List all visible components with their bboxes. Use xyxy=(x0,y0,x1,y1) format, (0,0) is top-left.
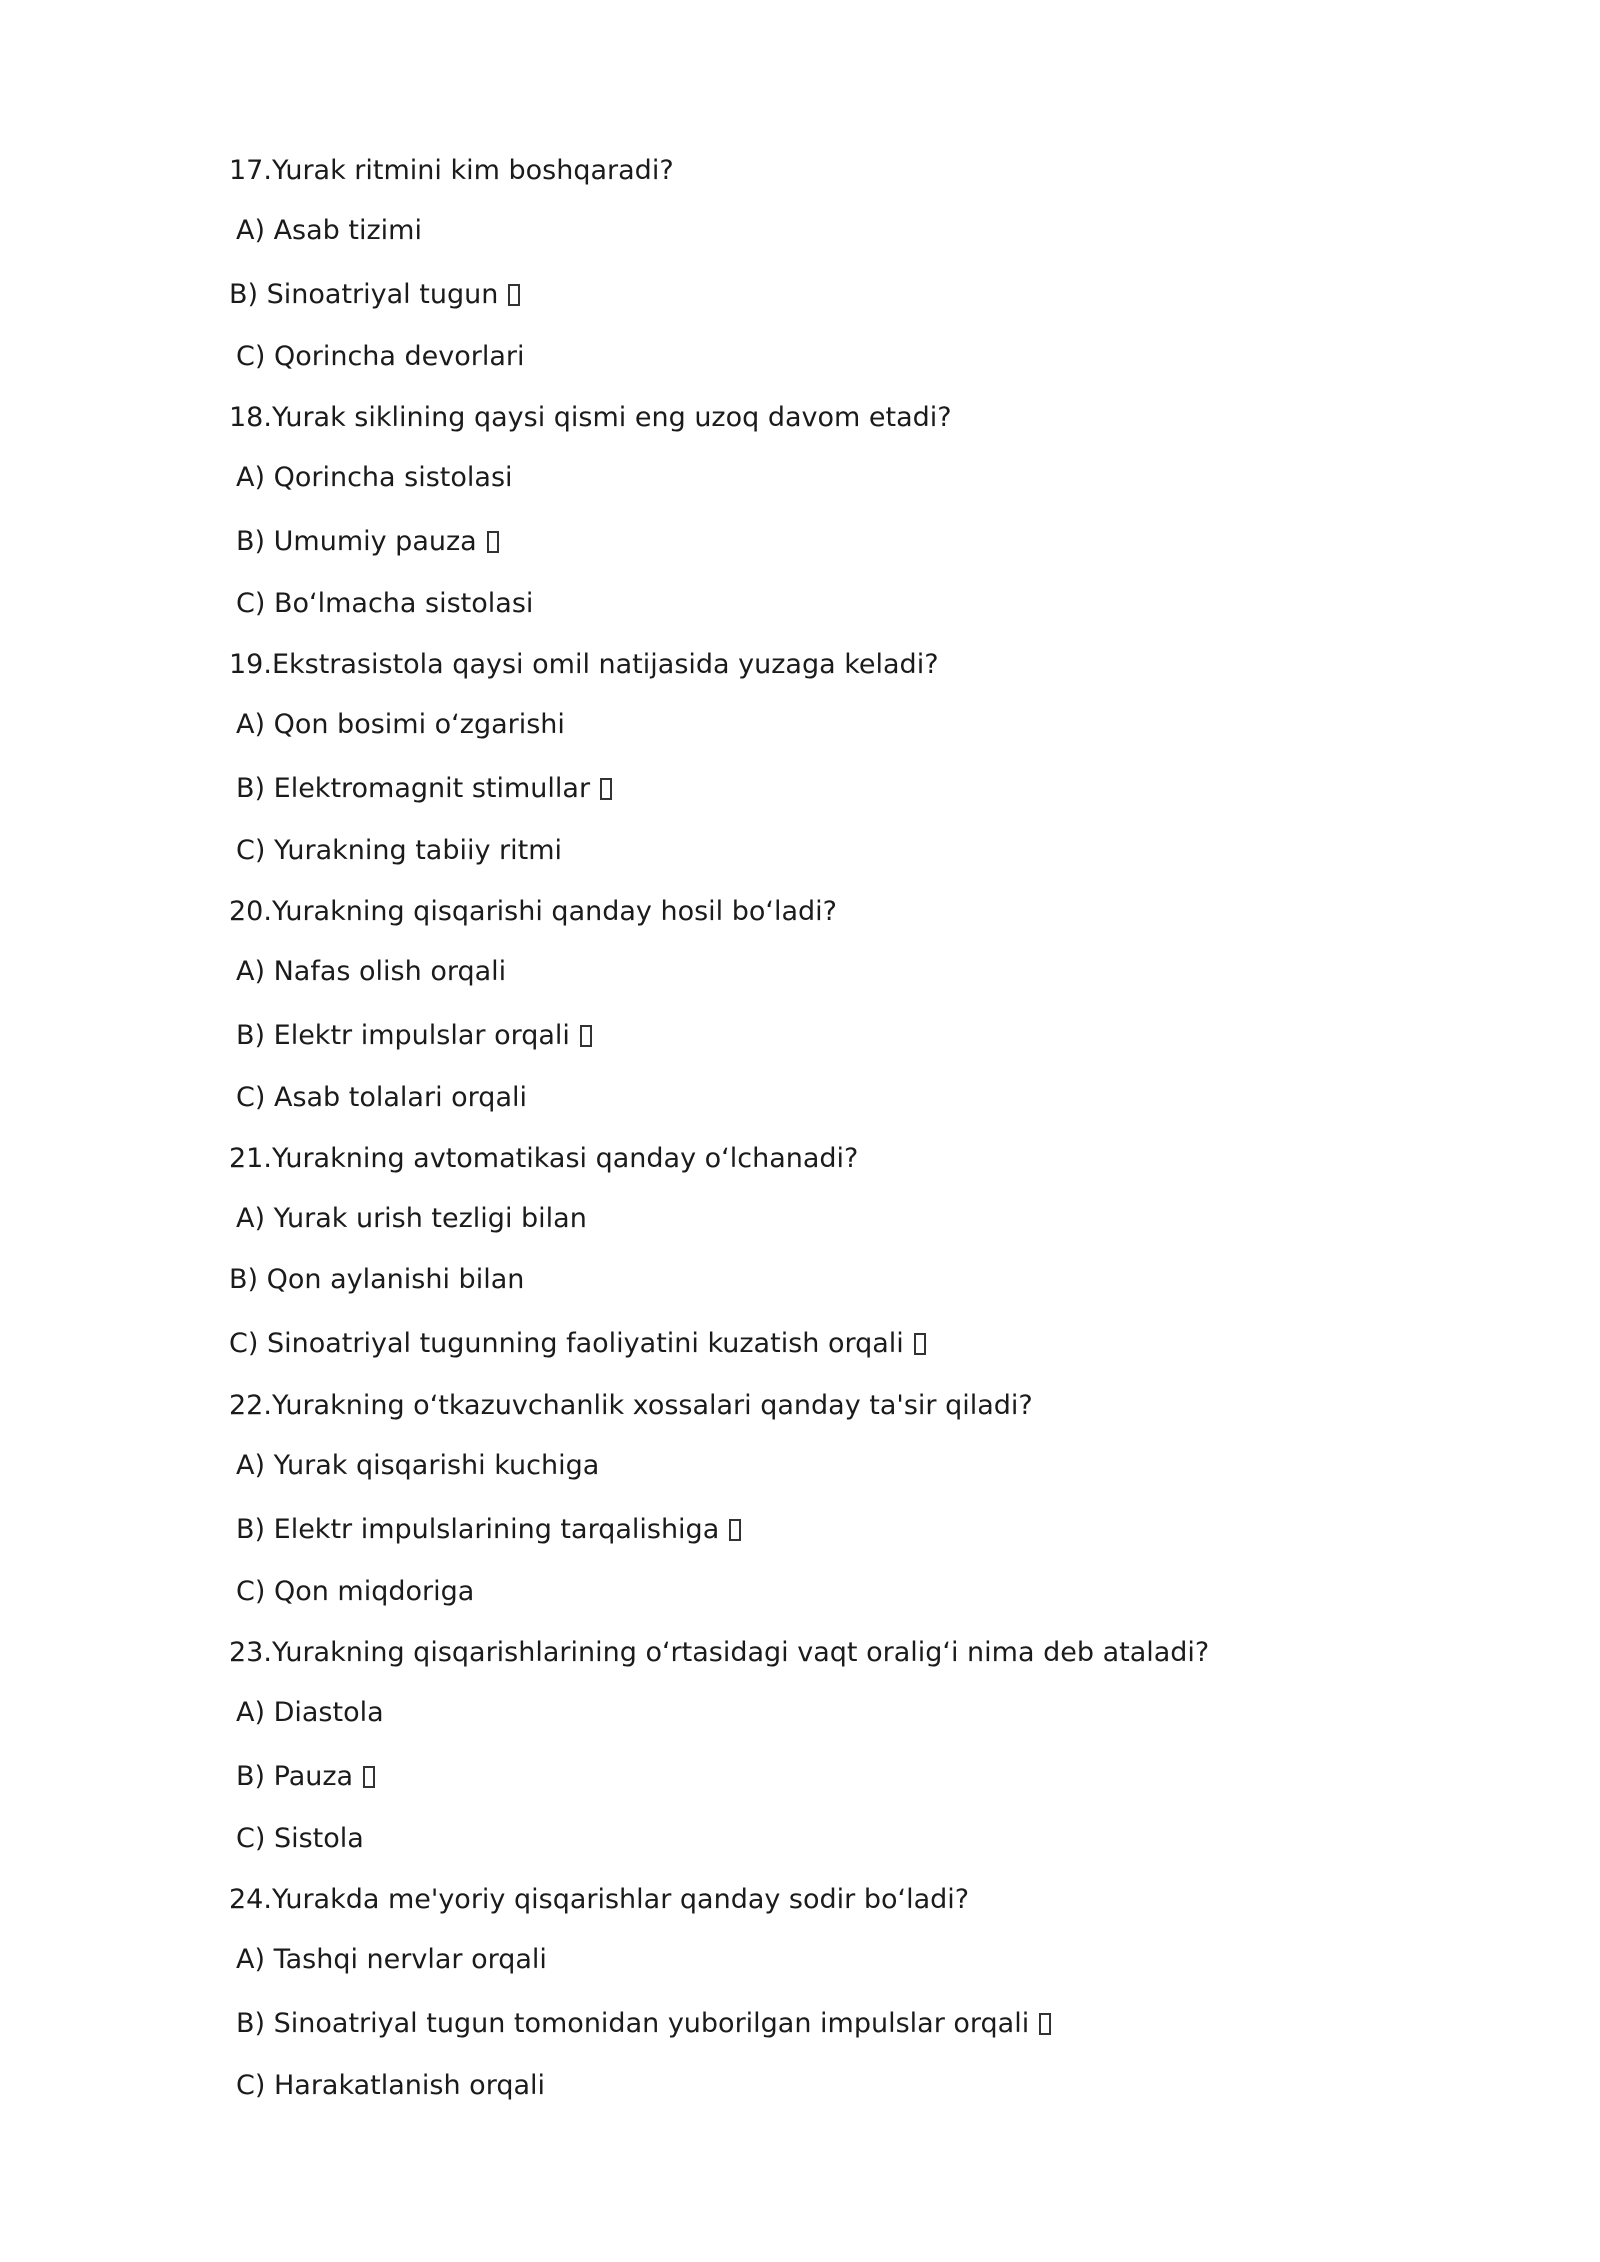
option-text: B) Elektromagnit stimullar xyxy=(236,773,591,804)
option-19-c: C) Yurakning tabiiy ritmi xyxy=(236,835,563,866)
answer-mark-icon xyxy=(487,531,499,553)
answer-mark-icon xyxy=(580,1025,592,1047)
answer-mark-icon xyxy=(1039,2013,1051,2035)
option-20-c: C) Asab tolalari orqali xyxy=(236,1082,527,1113)
option-17-c: C) Qorincha devorlari xyxy=(236,341,525,372)
option-text: B) Sinoatriyal tugun tomonidan yuborilgan impulslar orqali xyxy=(236,2008,1030,2039)
option-21-c xyxy=(229,1327,926,1361)
option-22-c: C) Qon miqdoriga xyxy=(236,1576,475,1607)
option-19-b xyxy=(236,772,612,806)
option-23-b xyxy=(236,1760,375,1794)
question-19: 19.Ekstrasistola qaysi omil natijasida yuzaga keladi? xyxy=(229,649,939,680)
answer-mark-icon xyxy=(914,1333,926,1355)
option-21-a: A) Yurak urish tezligi bilan xyxy=(236,1203,587,1234)
option-17-a: A) Asab tizimi xyxy=(236,215,422,246)
question-24: 24.Yurakda me'yoriy qisqarishlar qanday sodir boʻladi? xyxy=(229,1884,970,1915)
question-20: 20.Yurakning qisqarishi qanday hosil boʻladi? xyxy=(229,896,838,927)
option-24-a: A) Tashqi nervlar orqali xyxy=(236,1944,547,1975)
option-17-b xyxy=(229,278,520,312)
question-23: 23.Yurakning qisqarishlarining oʻrtasidagi vaqt oraligʻi nima deb ataladi? xyxy=(229,1637,1210,1668)
option-20-a: A) Nafas olish orqali xyxy=(236,956,507,987)
question-17: 17.Yurak ritmini kim boshqaradi? xyxy=(229,155,674,186)
question-21: 21.Yurakning avtomatikasi qanday oʻlchanadi? xyxy=(229,1143,859,1174)
option-text: B) Pauza xyxy=(236,1761,354,1792)
option-text: C) Sinoatriyal tugunning faoliyatini kuzatish orqali xyxy=(229,1328,904,1359)
answer-mark-icon xyxy=(729,1519,741,1541)
answer-mark-icon xyxy=(600,778,612,800)
option-text: B) Elektr impulslarining tarqalishiga xyxy=(236,1514,720,1545)
option-18-a: A) Qorincha sistolasi xyxy=(236,462,513,493)
option-24-b xyxy=(236,2007,1051,2041)
option-19-a: A) Qon bosimi oʻzgarishi xyxy=(236,709,565,740)
option-18-b xyxy=(236,525,499,559)
answer-mark-icon xyxy=(508,284,520,306)
option-text: B) Umumiy pauza xyxy=(236,526,477,557)
option-21-b: B) Qon aylanishi bilan xyxy=(229,1264,525,1295)
option-24-c: C) Harakatlanish orqali xyxy=(236,2070,546,2101)
option-22-a: A) Yurak qisqarishi kuchiga xyxy=(236,1450,600,1481)
option-text: B) Elektr impulslar orqali xyxy=(236,1020,570,1051)
question-18: 18.Yurak siklining qaysi qismi eng uzoq davom etadi? xyxy=(229,402,952,433)
option-23-c: C) Sistola xyxy=(236,1823,364,1854)
option-18-c: C) Boʻlmacha sistolasi xyxy=(236,588,534,619)
question-22: 22.Yurakning oʻtkazuvchanlik xossalari qanday ta'sir qiladi? xyxy=(229,1390,1033,1421)
option-22-b xyxy=(236,1513,741,1547)
answer-mark-icon xyxy=(363,1766,375,1788)
option-23-a: A) Diastola xyxy=(236,1697,384,1728)
option-text: B) Sinoatriyal tugun xyxy=(229,279,499,310)
option-20-b xyxy=(236,1019,592,1053)
